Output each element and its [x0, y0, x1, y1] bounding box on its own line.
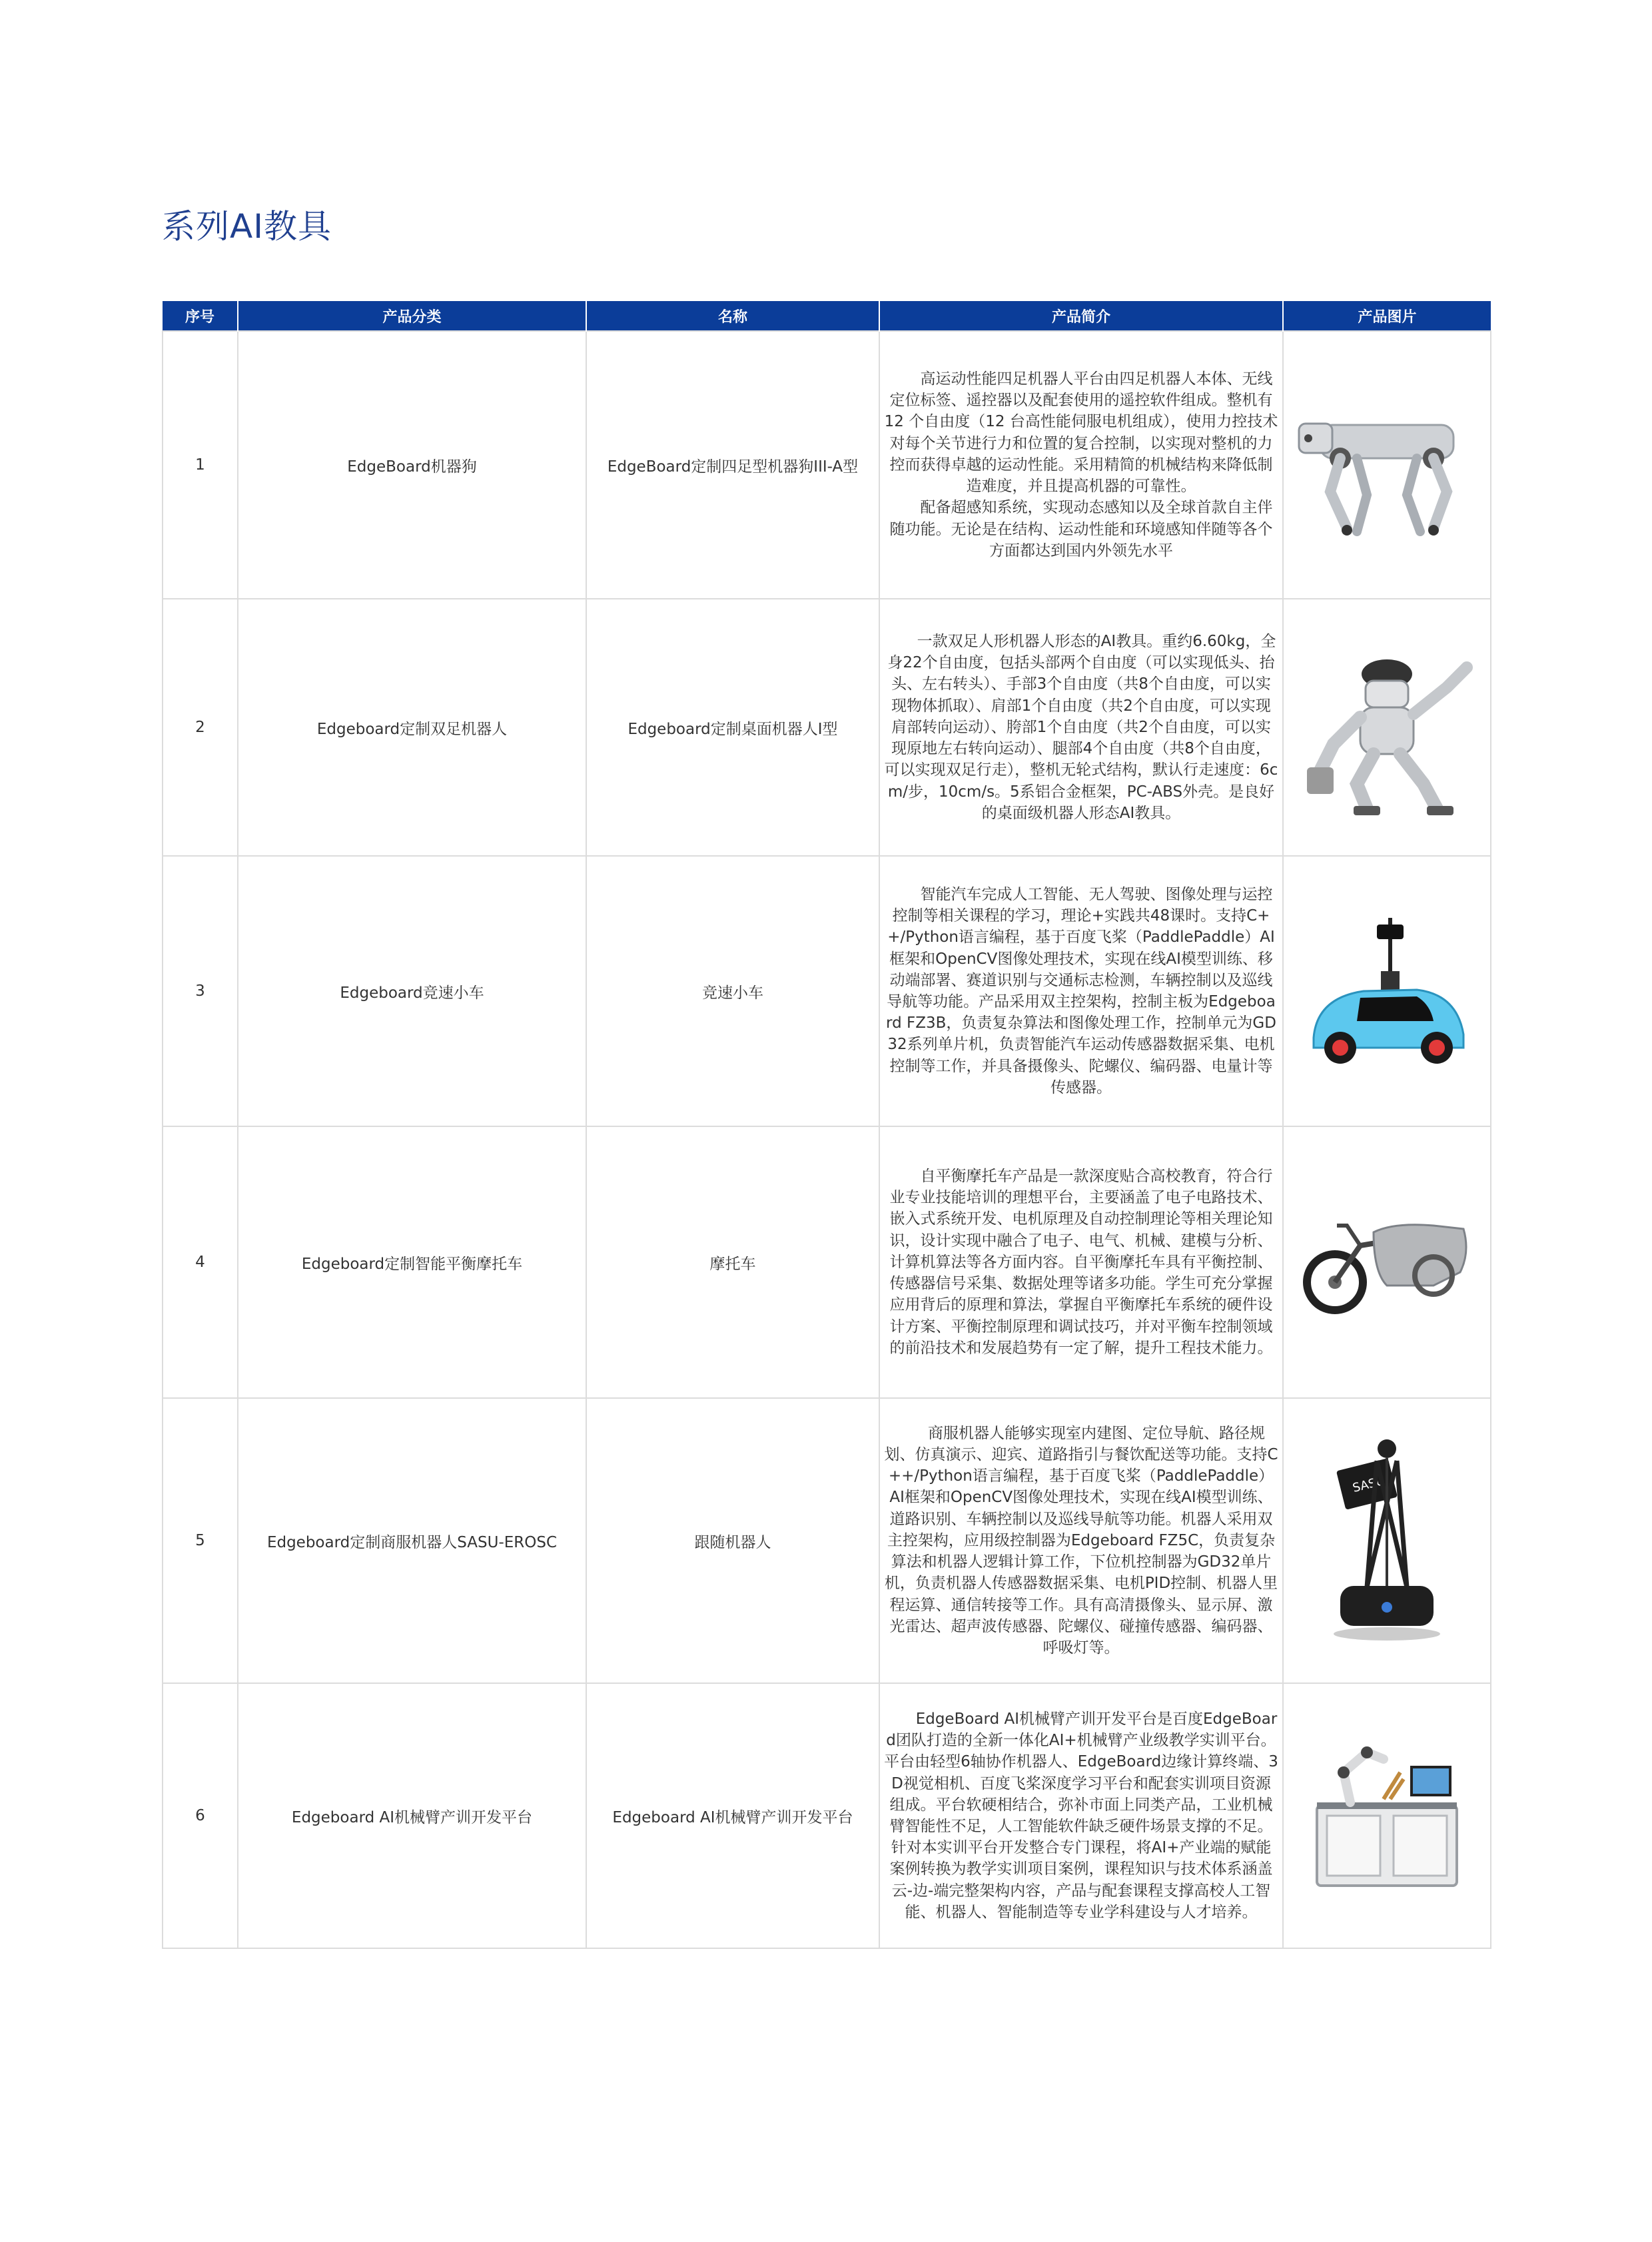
row-description: 商服机器人能够实现室内建图、定位导航、路径规划、仿真演示、迎宾、道路指引与餐饮配送等功能。支持C++/Python语言编程，基于百度飞桨（PaddlePaddle）AI框架和OpenCV图像处理技术，实现在线AI模型训练、道路识别、车辆控制以及巡线导航等功能。机器人采用双主控架构，应用级控制器为Edgeboard FZ5C，负责复杂算法和机器人逻辑计算工作，下位机控制器为GD32单片机，负责机器人传感器数据采集、电机PID控制、机器人里程运算、通信转接等工作。具有高清摄像头、显示屏、激光雷达、超声波传感器、陀螺仪、碰撞传感器、编码器、呼吸灯等。 [879, 1398, 1283, 1683]
row-category: Edgeboard AI机械臂产训开发平台 [238, 1683, 586, 1948]
table-row [163, 1398, 1491, 1683]
row-category: Edgeboard定制智能平衡摩托车 [238, 1126, 586, 1398]
product-table [162, 301, 1491, 1949]
row-index: 5 [163, 1398, 238, 1683]
row-category: EdgeBoard机器狗 [238, 331, 586, 599]
row-index: 4 [163, 1126, 238, 1398]
humanoid-robot-icon [1294, 634, 1480, 821]
row-category: Edgeboard竞速小车 [238, 856, 586, 1126]
service-robot-badge: SASU [1351, 1473, 1386, 1495]
row-index: 3 [163, 856, 238, 1126]
row-name: 摩托车 [586, 1126, 879, 1398]
row-image [1283, 599, 1491, 856]
row-name: Edgeboard AI机械臂产训开发平台 [586, 1683, 879, 1948]
row-name: 跟随机器人 [586, 1398, 879, 1683]
service-robot-icon [1320, 1434, 1453, 1647]
row-index: 1 [163, 331, 238, 599]
row-description: 自平衡摩托车产品是一款深度贴合高校教育，符合行业专业技能培训的理想平台，主要涵盖了电子电路技术、嵌入式系统开发、电机原理及自动控制理论等相关理论知识，设计实现中融合了电子、电气、机械、建模与分析、计算机算法等各方面内容。自平衡摩托车具有平衡控制、传感器信号采集、数据处理等诸多功能。学生可充分掌握应用背后的原理和算法，掌握自平衡摩托车系统的硬件设计方案、平衡控制原理和调试技巧，并对平衡车控制领域的前沿技术和发展趋势有一定了解，提升工程技术能力。 [879, 1126, 1283, 1398]
row-category: Edgeboard定制商服机器人SASU-EROSC [238, 1398, 586, 1683]
row-image [1283, 1683, 1491, 1948]
row-image [1283, 1126, 1491, 1398]
row-name: EdgeBoard定制四足型机器狗III-A型 [586, 331, 879, 599]
row-description: 一款双足人形机器人形态的AI教具。重约6.60kg，全身22个自由度，包括头部两个自由度（可以实现低头、抬头、左右转头）、手部3个自由度（共8个自由度，可以实现物体抓取）、肩部1个自由度（共2个自由度，可以实现肩部转向运动）、胯部1个自由度（共2个自由度，可以实现原地左右转向运动）、腿部4个自由度（共8个自由度，可以实现双足行走），整机无轮式结构，默认行走速度：6cm/步，10cm/s。5系铝合金框架，PC-ABS外壳。是良好的桌面级机器人形态AI教具。 [879, 599, 1283, 856]
header-index: 序号 [163, 301, 238, 331]
table-row [163, 599, 1491, 856]
row-description: 高运动性能四足机器人平台由四足机器人本体、无线定位标签、遥控器以及配套使用的遥控软件组成。整机有 12 个自由度（12 台高性能伺服电机组成），使用力控技术对每个关节进行力和位置的复合控制，以实现对整机的力控而获得卓越的运动性能。采用精简的机械结构来降低制造难度，并且提高机器的可靠性。 配备超感知系统，实现动态感知以及全球首款自主伴随功能。无论是在结构、运动性能和环境感知伴随等各个方面都达到国内外领先水平 [879, 331, 1283, 599]
table-row [163, 1126, 1491, 1398]
robot-arm-platform-icon [1304, 1732, 1470, 1899]
page-title: 系列AI教具 [162, 207, 332, 246]
row-index: 2 [163, 599, 238, 856]
table-row [163, 331, 1491, 599]
row-image [1283, 1398, 1491, 1683]
robot-dog-icon [1294, 385, 1480, 545]
row-name: Edgeboard定制桌面机器人I型 [586, 599, 879, 856]
table-row [163, 1683, 1491, 1948]
row-description: EdgeBoard AI机械臂产训开发平台是百度EdgeBoard团队打造的全新一体化AI+机械臂产业级教学实训平台。平台由轻型6轴协作机器人、EdgeBoard边缘计算终端、3D视觉相机、百度飞桨深度学习平台和配套实训项目资源组成。平台软硬相结合，弥补市面上同类产品，工业机械臂智能性不足，人工智能软件缺乏硬件场景支撑的不足。针对本实训平台开发整合专门课程，将AI+产业端的赋能案例转换为教学实训项目案例，课程知识与技术体系涵盖云-边-端完整架构内容，产品与配套课程支撑高校人工智能、机器人、智能制造等专业学科建设与人才培养。 [879, 1683, 1283, 1948]
row-index: 6 [163, 1683, 238, 1948]
row-description: 智能汽车完成人工智能、无人驾驶、图像处理与运控控制等相关课程的学习，理论+实践共48课时。支持C++/Python语言编程，基于百度飞桨（PaddlePaddle）AI框架和OpenCV图像处理技术，实现在线AI模型训练、移动端部署、赛道识别与交通标志检测，车辆控制以及巡线导航等功能。产品采用双主控架构，控制主板为Edgeboard FZ3B，负责复杂算法和图像处理工作，控制单元为GD32系列单片机，负责智能汽车运动传感器数据采集、电机控制等工作，并具备摄像头、陀螺仪、编码器、电量计等传感器。 [879, 856, 1283, 1126]
header-image: 产品图片 [1283, 301, 1491, 331]
row-name: 竞速小车 [586, 856, 879, 1126]
row-category: Edgeboard定制双足机器人 [238, 599, 586, 856]
row-image [1283, 856, 1491, 1126]
racing-car-icon [1297, 905, 1477, 1078]
header-description: 产品简介 [879, 301, 1283, 331]
row-image [1283, 331, 1491, 599]
table-header-row [163, 301, 1491, 331]
header-category: 产品分类 [238, 301, 586, 331]
motorcycle-icon [1300, 1206, 1473, 1319]
table-row [163, 856, 1491, 1126]
header-name: 名称 [586, 301, 879, 331]
